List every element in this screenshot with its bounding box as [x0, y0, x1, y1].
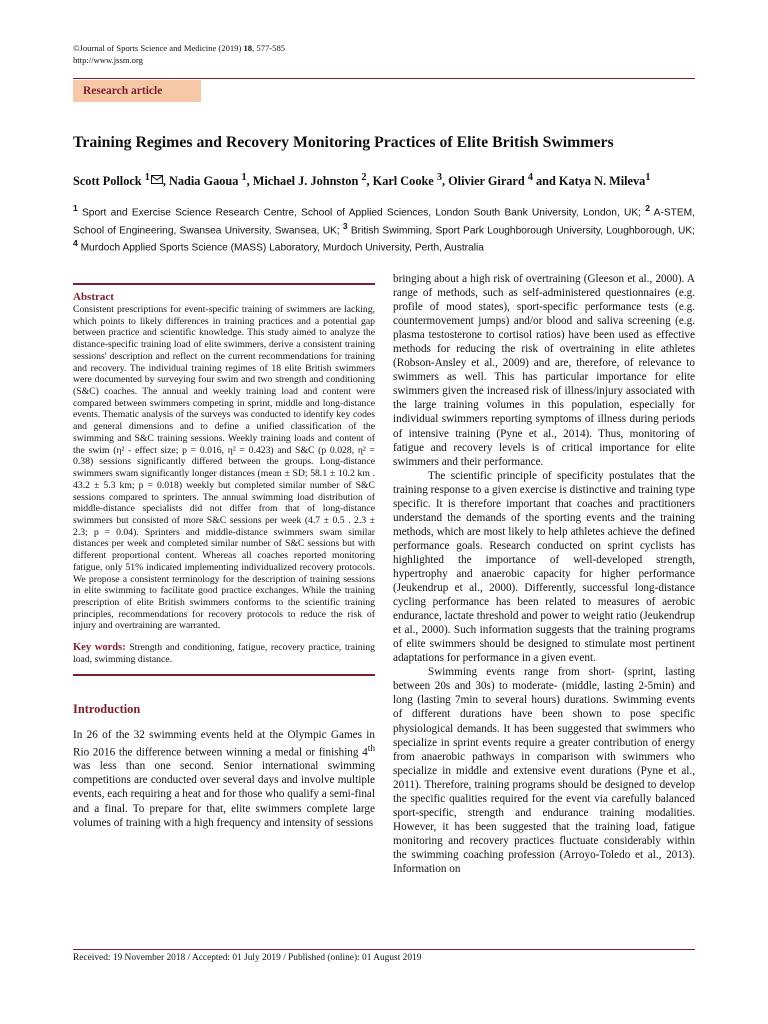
affiliations: $^1$ Sport and Exercise Science Research Centre, School of Applied Sciences, London South Bank University, London, UK; $^2$ A-STEM, School of Engineering, Swansea University, Swansea, UK; $^3$ British Swimming, Sport Park Loughborough University, Loughborough, UK; $^4$ Murdoch Applied Sports Science (MASS) Laboratory, Murdoch University, Perth, Australia	[73, 203, 696, 254]
left-column	[73, 283, 375, 830]
body-paragraph: The scientific principle of specificity postulates that the training response to a given exercise is distinctive and training type specific. It is therefore important that coaches and practitioners understand the demands of the sporting events and the training methods, which are most likely to help athletes achieve the defined performance goals. Research conducted on sprint cyclists has highlighted the importance of well-developed strength, hypertrophy and anaerobic capacity for higher performance (Jeukendrup et al., 2000). Differently, successful long-distance cycling performance has been related to measures of aerobic endurance, lactate threshold and power to weight ratio (Jeukendrup et al., 2000). Such information suggests that the training programs of elite swimmers should be designed to stimulate most pertinent adaptations for performance in a given event.	[393, 469, 695, 665]
abstract-top-rule	[73, 283, 375, 285]
publication-dates: Received: 19 November 2018 / Accepted: 01 July 2019 / Published (online): 01 August 2019	[73, 953, 422, 963]
header-divider	[73, 78, 695, 79]
footer-divider	[73, 949, 695, 950]
article-type-badge: Research article	[73, 80, 201, 102]
email-icon[interactable]	[151, 175, 163, 184]
author-list: Scott Pollock $^1$ , Nadia Gaoua $^1$, Michael J. Johnston $^2$, Karl Cooke $^3$, Olivier Girard $^4$ and Katya N. Mileva$^1$	[73, 172, 651, 189]
keywords: Key words: Strength and conditioning, fatigue, recovery practice, training load, swimming distance.	[73, 642, 375, 665]
body-paragraph: Swimming events range from short- (sprint, lasting between 20s and 30s) to moderate- (middle, lasting 2-5min) and long (lasting 7min to several hours) durations. Swimming events of different durations have been shown to pose specific physiological demands. It has been suggested that swimmers who specialize in sprint events require a greater contribution of energy from anaerobic pathways in comparison with swimmers who specialize in middle and extensive event durations (Pyne et al., 2011). Therefore, training programs should be designed to develop the specific qualities required for the event via carefully balanced sport-specific, strength and endurance training modalities. However, it has been suggested that the training load, fatigue monitoring and recovery practices fluctuate considerably within the swimming coaching profession (Arroyo-Toledo et al., 2013). Information on	[393, 666, 695, 875]
introduction-heading: Introduction	[73, 701, 141, 716]
journal-header	[73, 43, 285, 66]
body-paragraph: bringing about a high risk of overtraining (Gleeson et al., 2000). A range of methods, such as self-administered questionnaires (e.g. profile of mood states), sport-specific performance tests (e.g. countermovement jumps) and/or blood and saliva screening (e.g. plasma testosterone to cortisol ratios) have been used as effective methods for reducing the risk of overtraining in elite athletes (Robson-Ansley et al., 2009) and are, therefore, of relevance to swimmers as well. This has particular importance for elite swimmers given the increased risk of illness/injury associated with the large training volumes in this population, especially for individual swimmers reporting symptoms of illness during periods of intensive training (Pyne et al., 2014). Thus, monitoring of fatigue and recovery levels is of critical importance for elite swimmers and their performance.	[393, 273, 695, 468]
right-column	[393, 272, 695, 876]
keywords-label: Key words:	[73, 642, 126, 654]
paper-title: Training Regimes and Recovery Monitoring Practices of Elite British Swimmers	[73, 134, 614, 151]
abstract-text: Consistent prescriptions for event-specific training of swimmers are lacking, which points to likely differences in training practices and a potential gap between practice and scientific knowledge. This study aimed to analyze the distance-specific training load of elite swimmers, derive a consistent training sessions' description and reflect on the current recommendations for training and recovery. The individual training regimes of 18 elite British swimmers were documented by surveying four swim and two strength and conditioning (S&C) coaches. The annual and weekly training load and content were compared between swimmers competing in sprint, middle and long-distance events. Thematic analysis of the surveys was conducted to identify key codes and general dimensions and to define a unified classification of the swimming and S&C training sessions. Weekly training loads and content of the swim (η² - effect size; p = 0.016, η² = 0.423) and S&C (p 0.028, η² = 0.38) sessions significantly differed between the groups. Long-distance swimmers swam significantly longer distances (mean ± SD; 58.1 ± 10.2 km . 43.2 ± 5.3 km; p = 0.018) weekly but completed similar number of S&C sessions compared to sprinters. The annual swimming load distribution of middle-distance specialists did not differ from that of long-distance swimmers but consisted of more S&C sessions per week (4.7 ± 0.5 . 2.3 ± 2.3; p = 0.04). Sprinters and middle-distance swimmers swam similar distances per week and completed similar number of S&C sessions but with different proportional content. Whereas all coaches reported monitoring fatigue, only 51% indicated implementing individualized recovery protocols. We propose a consistent terminology for the description of training sessions in elite swimming to facilitate good practice exchanges. While the training prescription of elite British swimmers conforms to the scientific training principles, recommendations for recovery protocols to reduce the risk of injury and overtraining are warranted.	[73, 304, 375, 632]
journal-url[interactable]: http://www.jssm.org	[73, 54, 143, 65]
abstract-heading: Abstract	[73, 291, 114, 303]
journal-citation: ©Journal of Sports Science and Medicine (2019) 18, 577-585	[73, 43, 286, 53]
abstract-bottom-rule	[73, 674, 375, 676]
introduction-paragraph: In 26 of the 32 swimming events held at the Olympic Games in Rio 2016 the difference between winning a medal or finishing 4th was less than one second. Senior international swimming competitions are conducted over several days and involve multiple events, each requiring a heat and for those who qualify a semi-final and a final. To prepare for that, elite swimmers complete large volumes of training with a high frequency and intensity of sessions	[73, 728, 375, 829]
journal-volume: 18	[243, 43, 253, 53]
